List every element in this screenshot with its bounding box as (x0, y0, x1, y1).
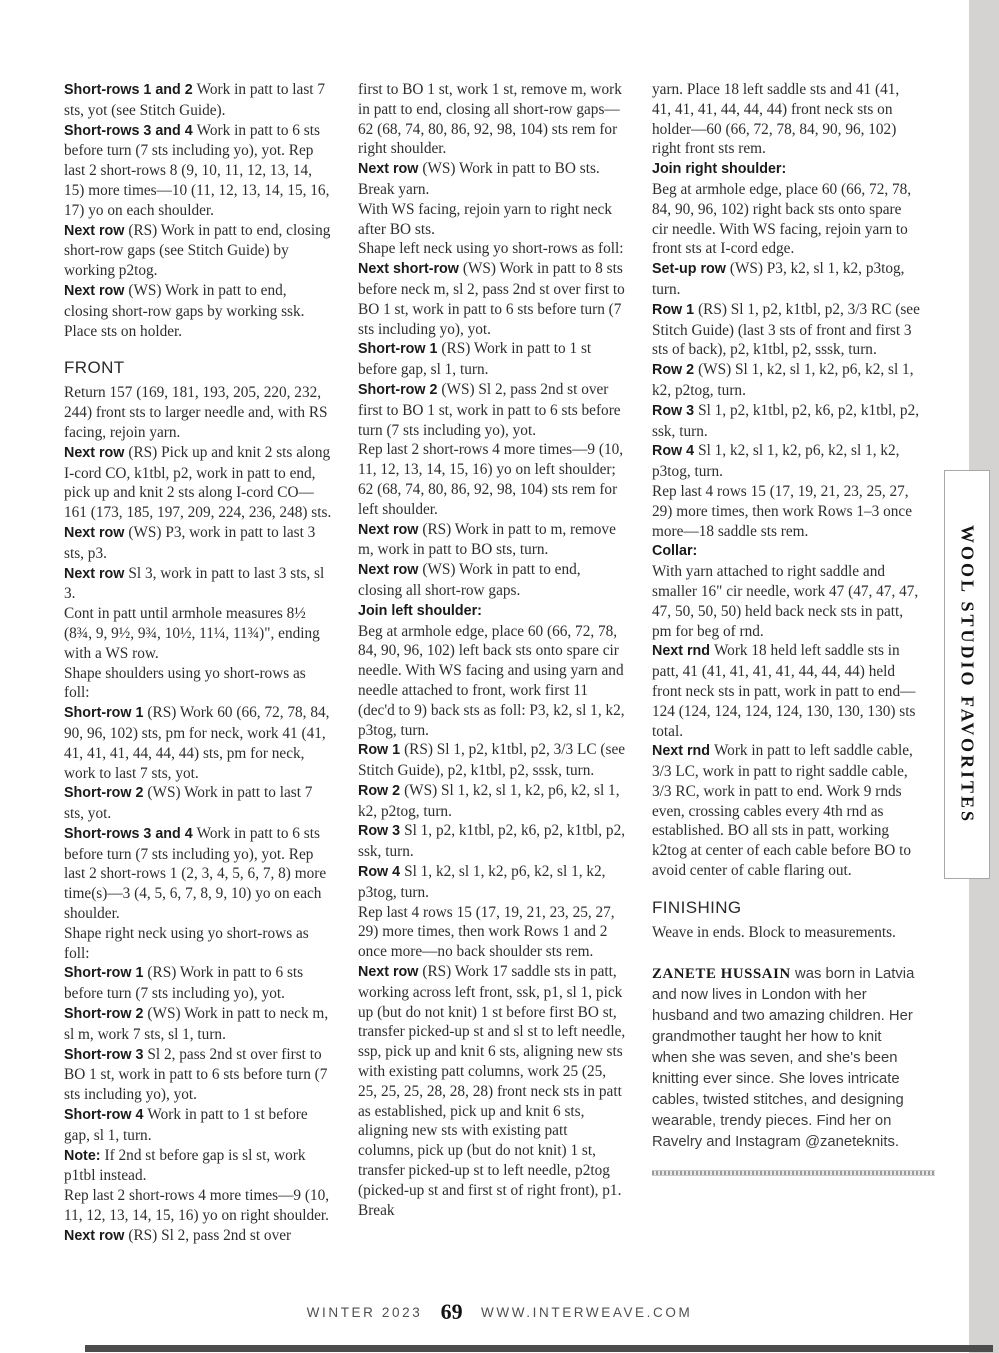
instruction-label: Note: (64, 1147, 105, 1164)
pattern-paragraph: Rep last 4 rows 15 (17, 19, 21, 23, 25, 27, 29) more times, then work Rows 1–3 once more—18 saddle sts rem. (652, 482, 913, 540)
pattern-paragraph (652, 159, 920, 180)
pattern-paragraph: Set-up row (WS) P3, k2, sl 1, k2, p3tog, turn. (652, 260, 905, 298)
pattern-paragraph: Next row (RS) Work in patt to m, remove m, work in patt to BO sts, turn. (358, 520, 616, 559)
section-tab-label: WOOL STUDIO FAVORITES (957, 524, 978, 825)
instruction-label: Row 1 (358, 742, 405, 759)
instruction-label: Join right shoulder: (652, 161, 787, 178)
pattern-paragraph: Next row (WS) Work in patt to BO sts. Break yarn. (358, 160, 600, 198)
pattern-paragraph: Short-rows 3 and 4 Work in patt to 6 sts before turn (7 sts including yo), yot. Rep last 2 short-rows 8 (9, 10, 11, 12, 13, 14, 15) more times—10 (11, 12, 13, 14, 15, 16, 17) yo on each shoulder. (64, 121, 330, 219)
pattern-paragraph: Next short-row (WS) Work in patt to 8 sts before neck m, sl 2, pass 2nd st over first to BO 1 st, work in patt to 6 sts before turn (7 sts including yo), yot. (358, 260, 625, 338)
pattern-paragraph: Return 157 (169, 181, 193, 205, 220, 232, 244) front sts to larger needle and, with RS facing, rejoin yarn. (64, 384, 328, 441)
pattern-paragraph: Rep last 4 rows 15 (17, 19, 21, 23, 25, 27, 29) more times, then work Rows 1 and 2 once more—no back shoulder sts rem. (358, 903, 615, 961)
instruction-label: Next row (358, 562, 423, 579)
pattern-paragraph: Short-row 1 (RS) Work 60 (66, 72, 78, 84, 90, 96, 102) sts, pm for neck, work 41 (41, 41, 41, 41, 44, 44, 44) sts, pm for neck, work to last 7 sts, yot. (64, 704, 330, 782)
instruction-label: Short-rows 3 and 4 (64, 122, 197, 139)
author-name: ZANETE HUSSAIN (652, 965, 796, 982)
pattern-paragraph: Short-row 1 (RS) Work in patt to 6 sts before turn (7 sts including yo), yot. (64, 964, 304, 1003)
instruction-label: Row 4 (358, 864, 405, 881)
instruction-label: Next rnd (652, 643, 714, 660)
text-column-1 (64, 80, 332, 1247)
pattern-paragraph: Next row (WS) Work in patt to end, closing all short-row gaps. (358, 561, 581, 599)
pattern-paragraph: Next rnd Work in patt to left saddle cable, 3/3 LC, work in patt to right saddle cable, 3/3 RC, work in patt to end. Work 9 rnds even, crossing cables every 4th rnd as established. BO all sts in patt, working k2tog at center of each cable before BO to avoid center of cable flaring out. (652, 742, 913, 880)
pattern-paragraph: Next row (RS) Pick up and knit 2 sts along I-cord CO, k1tbl, p2, work in patt to end, pick up and knit 2 sts along I-cord CO—161 (173, 185, 197, 209, 224, 236, 248) sts. (64, 443, 332, 522)
instruction-label: Short-rows 1 and 2 (64, 82, 197, 98)
pattern-paragraph: Short-rows 3 and 4 Work in patt to 6 sts before turn (7 sts including yo), yot. Rep last 2 short-rows 1 (2, 3, 4, 5, 6, 7, 8) more time(s)—3 (4, 5, 6, 7, 8, 9, 10) yo on each shoulder. (64, 824, 327, 923)
instruction-label: Short-row 2 (64, 1006, 148, 1023)
instruction-label: Next row (64, 565, 129, 582)
author-bio: ZANETE HUSSAIN was born in Latvia and now lives in London with her husband and two amazing children. Her grandmother taught her how to knit when she was seven, and she's been knitting ever since. She loves intricate cables, twisted stitches, and designing wearable, trendy pieces. Find her on Ravelry and Instagram @zaneteknits. (652, 965, 915, 1150)
pattern-paragraph: Short-row 2 (WS) Sl 2, pass 2nd st over first to BO 1 st, work in patt to 6 sts before turn (7 sts including yo), yot. (358, 380, 621, 439)
footer-page-number: 69 (440, 1299, 463, 1324)
instruction-label: Short-row 1 (64, 705, 148, 722)
pattern-paragraph: yarn. Place 18 left saddle sts and 41 (41, 41, 41, 41, 44, 44, 44) front neck sts on holder—60 (66, 72, 78, 84, 90, 96, 102) right front sts rem. (652, 81, 900, 158)
pattern-paragraph: Shape left neck using yo short-rows as foll: (358, 240, 624, 258)
bottom-bar (85, 1345, 993, 1352)
pattern-paragraph: Row 3 Sl 1, p2, k1tbl, p2, k6, p2, k1tbl, p2, ssk, turn. (358, 822, 626, 861)
instruction-label: Next short-row (358, 261, 463, 278)
instruction-label: Short-row 2 (64, 785, 148, 802)
pattern-paragraph: Rep last 2 short-rows 4 more times—9 (10, 11, 12, 13, 14, 15, 16) yo on right shoulder. (64, 1187, 330, 1225)
instruction-label: Next row (64, 444, 129, 461)
instruction-label: Short-row 2 (358, 381, 442, 398)
pattern-paragraph (652, 541, 920, 562)
pattern-paragraph: With yarn attached to right saddle and smaller 16" cir needle, work 47 (47, 47, 47, 47, 50, 50, 50) held back neck sts in patt, pm for beg of rnd. (652, 563, 919, 640)
pattern-paragraph: Short-row 1 (RS) Work in patt to 1 st before gap, sl 1, turn. (358, 340, 592, 379)
pattern-paragraph: Shape shoulders using yo short-rows as foll: (64, 664, 306, 702)
instruction-label: Next row (358, 521, 423, 538)
end-divider (652, 1170, 935, 1176)
text-column-2 (358, 80, 626, 1247)
section-heading: FRONT (64, 358, 125, 378)
instruction-label: Set-up row (652, 261, 730, 278)
article-columns (64, 80, 920, 1247)
section-heading: FINISHING (652, 897, 742, 917)
pattern-paragraph: Beg at armhole edge, place 60 (66, 72, 78, 84, 90, 96, 102) left back sts onto spare cir needle. With WS facing and using yarn and needle attached to front, work first 11 (dec'd to 9) back sts as foll: P3, k2, sl 1, k2, p3tog, turn. (358, 622, 625, 739)
pattern-paragraph: Cont in patt until armhole measures 8½ (8¾, 9, 9½, 9¾, 10½, 11¼, 11¾)", ending with a WS row. (64, 605, 320, 662)
pattern-paragraph: Row 1 (RS) Sl 1, p2, k1tbl, p2, 3/3 LC (see Stitch Guide), p2, k1tbl, p2, sssk, turn. (358, 741, 626, 780)
pattern-paragraph: Row 4 Sl 1, k2, sl 1, k2, p6, k2, sl 1, k2, p3tog, turn. (652, 442, 900, 481)
instruction-label: Next row (64, 524, 129, 541)
instruction-label: Next row (64, 282, 129, 299)
instruction-label: Short-row 3 (64, 1046, 148, 1063)
pattern-paragraph: Note: If 2nd st before gap is sl st, work p1tbl instead. (64, 1146, 306, 1185)
pattern-paragraph: Row 4 Sl 1, k2, sl 1, k2, p6, k2, sl 1, k2, p3tog, turn. (358, 863, 606, 901)
pattern-paragraph: Next row (RS) Work 17 saddle sts in patt, working across left front, ssk, p1, sl 1, pick up (but do not knit) 1 st before first BO st, transfer picked-up st and sl st to left needle, ssp, pick up and knit 6 sts, aligning new sts with existing patt columns, work 25 (25, 25, 25, 25, 28, 28, 28) front neck sts in patt as established, pick up and knit 6 sts, aligning new sts with existing patt columns, pick up (but do not knit) 1 st, transfer picked-up st to left needle, p2tog (picked-up st and first st of right front), p1. Break (358, 963, 626, 1219)
instruction-label: Next row (358, 161, 423, 178)
pattern-paragraph: Row 1 (RS) Sl 1, p2, k1tbl, p2, 3/3 RC (see Stitch Guide) (last 3 sts of front and first 3 sts of back), p2, k1tbl, p2, sssk, turn. (652, 300, 920, 359)
pattern-paragraph: first to BO 1 st, work 1 st, remove m, work in patt to end, closing all short-row gaps—62 (68, 74, 80, 86, 92, 98, 104) sts rem for right shoulder. (358, 81, 622, 158)
text-column-3 (652, 80, 920, 1247)
instruction-label: Short-row 4 (64, 1107, 148, 1124)
footer-website: WWW.INTERWEAVE.COM (481, 1305, 693, 1320)
pattern-paragraph: Beg at armhole edge, place 60 (66, 72, 78, 84, 90, 96, 102) right back sts onto spare cir needle. With WS facing, rejoin yarn to front sts at I-cord edge. (652, 180, 912, 258)
instruction-label: Short-row 1 (64, 965, 148, 982)
pattern-paragraph: Short-rows 1 and 2 Work in patt to last 7 sts, yot (see Stitch Guide). (64, 81, 326, 119)
instruction-label: Collar: (652, 543, 698, 560)
instruction-label: Row 4 (652, 443, 699, 460)
section-tab (944, 470, 990, 879)
pattern-paragraph: Rep last 2 short-rows 4 more times—9 (10, 11, 12, 13, 14, 15, 16) yo on left shoulder; 62 (68, 74, 80, 86, 92, 98, 104) sts rem for left shoulder. (358, 441, 624, 518)
pattern-paragraph: Shape right neck using yo short-rows as foll: (64, 924, 309, 962)
pattern-paragraph: Next row (RS) Work in patt to end, closing short-row gaps (see Stitch Guide) by working p2tog. (64, 221, 331, 280)
pattern-paragraph: Next row Sl 3, work in patt to last 3 sts, sl 3. (64, 564, 325, 603)
instruction-label: Row 3 (358, 823, 405, 840)
pattern-paragraph: Short-row 2 (WS) Work in patt to last 7 sts, yot. (64, 784, 313, 823)
instruction-label: Row 2 (358, 782, 405, 799)
instruction-label: Join left shoulder: (358, 602, 482, 619)
instruction-label: Row 3 (652, 402, 699, 419)
instruction-label: Row 1 (652, 301, 699, 318)
instruction-label: Short-rows 3 and 4 (64, 825, 197, 842)
pattern-paragraph: Weave in ends. Block to measurements. (652, 923, 896, 941)
pattern-paragraph: Next row (WS) Work in patt to end, closing short-row gaps by working ssk. Place sts on holder. (64, 281, 305, 340)
pattern-paragraph: Short-row 4 Work in patt to 1 st before gap, sl 1, turn. (64, 1106, 308, 1144)
instruction-label: Row 2 (652, 362, 699, 379)
instruction-label: Next row (64, 222, 129, 239)
instruction-label: Next row (358, 964, 423, 981)
instruction-label: Next row (64, 1227, 129, 1244)
pattern-paragraph: Next row (RS) Sl 2, pass 2nd st over (64, 1226, 292, 1244)
pattern-paragraph: Short-row 2 (WS) Work in patt to neck m, sl m, work 7 sts, sl 1, turn. (64, 1005, 329, 1043)
pattern-paragraph: With WS facing, rejoin yarn to right neck after BO sts. (358, 200, 612, 238)
pattern-paragraph: Next row (WS) P3, work in patt to last 3 sts, p3. (64, 523, 316, 562)
instruction-label: Short-row 1 (358, 341, 442, 358)
pattern-paragraph: Short-row 3 Sl 2, pass 2nd st over first to BO 1 st, work in patt to 6 sts before turn (7 sts including yo), yot. (64, 1045, 328, 1104)
pattern-paragraph: Row 2 (WS) Sl 1, k2, sl 1, k2, p6, k2, sl 1, k2, p2tog, turn. (652, 361, 914, 399)
pattern-paragraph: Row 2 (WS) Sl 1, k2, sl 1, k2, p6, k2, sl 1, k2, p2tog, turn. (358, 781, 620, 820)
page-footer (0, 1297, 999, 1323)
pattern-paragraph (358, 601, 626, 622)
footer-season: WINTER 2023 (306, 1305, 423, 1320)
pattern-paragraph: Next rnd Work 18 held left saddle sts in patt, 41 (41, 41, 41, 41, 44, 44, 44) held front neck sts in patt, work in patt to end—124 (124, 124, 124, 124, 130, 130, 130) sts total. (652, 642, 916, 740)
instruction-label: Next rnd (652, 743, 714, 760)
pattern-paragraph: Row 3 Sl 1, p2, k1tbl, p2, k6, p2, k1tbl, p2, ssk, turn. (652, 401, 920, 440)
